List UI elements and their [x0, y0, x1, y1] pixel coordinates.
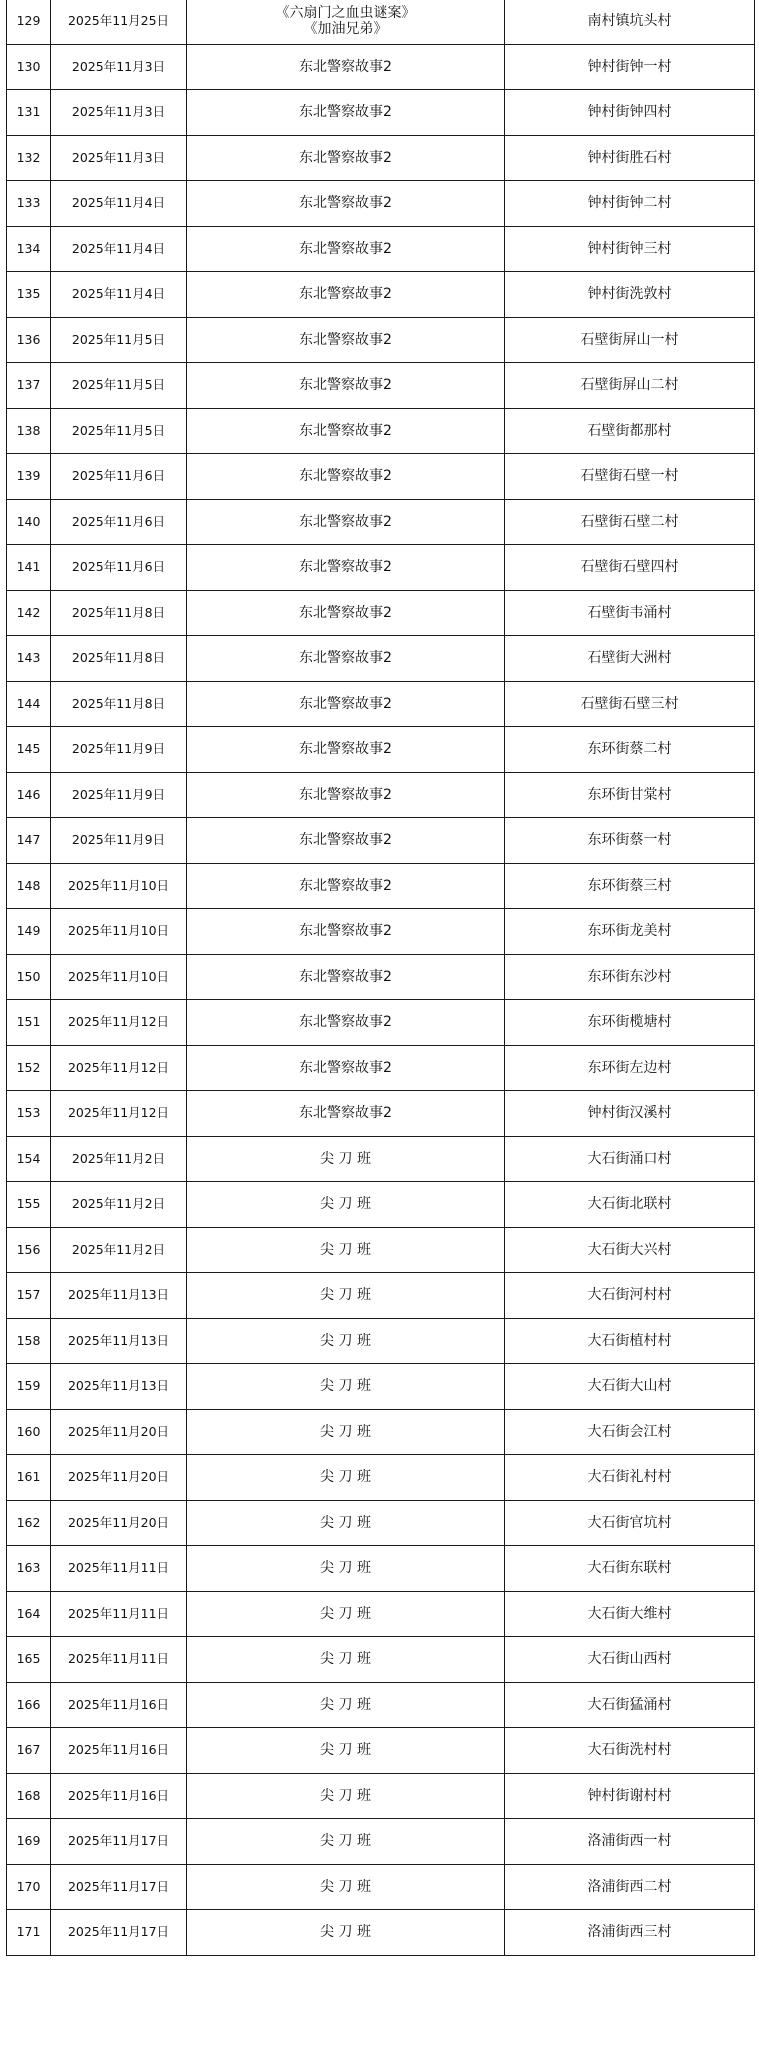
location-cell: 东环街蔡三村: [505, 863, 755, 909]
program-title: 尖 刀 班: [320, 1696, 371, 1713]
location-cell: 东环街榄塘村: [505, 1000, 755, 1046]
location-cell: 大石街官坑村: [505, 1500, 755, 1546]
table-row: [7, 727, 755, 773]
date-cell: 2025年11月6日: [51, 545, 187, 591]
location-cell: 钟村街钟二村: [505, 181, 755, 227]
table-row: [7, 317, 755, 363]
location-cell: 钟村街钟四村: [505, 90, 755, 136]
program-title: 尖 刀 班: [320, 1787, 371, 1804]
program-title: 尖 刀 班: [320, 1833, 371, 1850]
location-cell: 石壁街屏山二村: [505, 363, 755, 409]
location-cell: 石壁街石壁四村: [505, 545, 755, 591]
date-cell: 2025年11月10日: [51, 909, 187, 955]
date-cell: 2025年11月4日: [51, 181, 187, 227]
table-row: [7, 1591, 755, 1637]
date-cell: 2025年11月3日: [51, 90, 187, 136]
program-cell: [187, 226, 505, 272]
program-title: 尖 刀 班: [320, 1878, 371, 1895]
date-cell: 2025年11月2日: [51, 1136, 187, 1182]
date-cell: 2025年11月5日: [51, 363, 187, 409]
row-number-cell: 139: [7, 454, 51, 500]
program-cell: [187, 681, 505, 727]
program-title: 东北警察故事2: [299, 1105, 392, 1122]
row-number-cell: 170: [7, 1864, 51, 1910]
location-cell: 大石街大兴村: [505, 1227, 755, 1273]
location-cell: 洛浦街西一村: [505, 1819, 755, 1865]
program-title: 尖 刀 班: [320, 1514, 371, 1531]
date-cell: 2025年11月11日: [51, 1546, 187, 1592]
table-row: [7, 181, 755, 227]
row-number-cell: 158: [7, 1318, 51, 1364]
table-row: [7, 1409, 755, 1455]
table-row: [7, 1182, 755, 1228]
date-cell: 2025年11月17日: [51, 1864, 187, 1910]
date-cell: 2025年11月8日: [51, 681, 187, 727]
row-number-cell: 161: [7, 1455, 51, 1501]
program-cell: [187, 181, 505, 227]
table-row: [7, 1728, 755, 1774]
location-cell: 洛浦街西二村: [505, 1864, 755, 1910]
program-cell: [187, 727, 505, 773]
table-row: [7, 1318, 755, 1364]
row-number-cell: 150: [7, 954, 51, 1000]
location-cell: 大石街东联村: [505, 1546, 755, 1592]
table-row: [7, 1273, 755, 1319]
program-cell: [187, 1273, 505, 1319]
table-row: [7, 1455, 755, 1501]
table-row: [7, 681, 755, 727]
date-cell: 2025年11月2日: [51, 1182, 187, 1228]
row-number-cell: 146: [7, 772, 51, 818]
date-cell: 2025年11月2日: [51, 1227, 187, 1273]
program-title: 尖 刀 班: [320, 1742, 371, 1759]
program-cell: [187, 1136, 505, 1182]
program-title: 《加油兄弟》: [303, 21, 388, 38]
program-title: 东北警察故事2: [299, 58, 392, 75]
program-title: 东北警察故事2: [299, 149, 392, 166]
program-title: 东北警察故事2: [299, 786, 392, 803]
program-cell: [187, 90, 505, 136]
program-title: 《六扇门之血虫谜案》: [275, 5, 416, 22]
program-cell: [187, 863, 505, 909]
table-row: [7, 909, 755, 955]
table-row: [7, 499, 755, 545]
table-row: [7, 1500, 755, 1546]
row-number-cell: 168: [7, 1773, 51, 1819]
location-cell: 大石街会江村: [505, 1409, 755, 1455]
date-cell: 2025年11月12日: [51, 1091, 187, 1137]
program-title: 东北警察故事2: [299, 877, 392, 894]
row-number-cell: 160: [7, 1409, 51, 1455]
row-number-cell: 138: [7, 408, 51, 454]
date-cell: 2025年11月10日: [51, 863, 187, 909]
date-cell: 2025年11月3日: [51, 44, 187, 90]
table-row: [7, 636, 755, 682]
program-title: 尖 刀 班: [320, 1469, 371, 1486]
program-cell: [187, 1864, 505, 1910]
date-cell: 2025年11月25日: [51, 0, 187, 44]
location-cell: 大石街猛涌村: [505, 1682, 755, 1728]
program-title: 尖 刀 班: [320, 1423, 371, 1440]
program-cell: [187, 1637, 505, 1683]
location-cell: 东环街蔡一村: [505, 818, 755, 864]
location-cell: 大石街北联村: [505, 1182, 755, 1228]
location-cell: 石壁街都那村: [505, 408, 755, 454]
program-cell: [187, 1364, 505, 1410]
row-number-cell: 171: [7, 1910, 51, 1956]
row-number-cell: 144: [7, 681, 51, 727]
date-cell: 2025年11月4日: [51, 226, 187, 272]
row-number-cell: 162: [7, 1500, 51, 1546]
program-title: 尖 刀 班: [320, 1651, 371, 1668]
program-cell: [187, 909, 505, 955]
table-row: [7, 1227, 755, 1273]
program-cell: [187, 408, 505, 454]
table-row: [7, 1773, 755, 1819]
program-title: 东北警察故事2: [299, 695, 392, 712]
row-number-cell: 159: [7, 1364, 51, 1410]
program-cell: [187, 454, 505, 500]
program-title: 东北警察故事2: [299, 559, 392, 576]
location-cell: 东环街左边村: [505, 1045, 755, 1091]
location-cell: 东环街东沙村: [505, 954, 755, 1000]
program-cell: [187, 272, 505, 318]
location-cell: 大石街山西村: [505, 1637, 755, 1683]
location-cell: 东环街蔡二村: [505, 727, 755, 773]
row-number-cell: 142: [7, 590, 51, 636]
row-number-cell: 167: [7, 1728, 51, 1774]
location-cell: 洛浦街西三村: [505, 1910, 755, 1956]
table-row: [7, 1546, 755, 1592]
row-number-cell: 130: [7, 44, 51, 90]
date-cell: 2025年11月5日: [51, 408, 187, 454]
table-row: [7, 1091, 755, 1137]
table-row: [7, 90, 755, 136]
location-cell: 大石街涌口村: [505, 1136, 755, 1182]
program-cell: [187, 1728, 505, 1774]
program-title: 东北警察故事2: [299, 513, 392, 530]
location-cell: 石壁街石壁一村: [505, 454, 755, 500]
row-number-cell: 156: [7, 1227, 51, 1273]
row-number-cell: 129: [7, 0, 51, 44]
date-cell: 2025年11月11日: [51, 1637, 187, 1683]
table-row: [7, 0, 755, 44]
row-number-cell: 132: [7, 135, 51, 181]
date-cell: 2025年11月4日: [51, 272, 187, 318]
program-cell: [187, 818, 505, 864]
program-title: 东北警察故事2: [299, 468, 392, 485]
date-cell: 2025年11月13日: [51, 1273, 187, 1319]
table-row: [7, 1045, 755, 1091]
program-title: 尖 刀 班: [320, 1241, 371, 1258]
location-cell: 大石街河村村: [505, 1273, 755, 1319]
table-row: [7, 590, 755, 636]
row-number-cell: 148: [7, 863, 51, 909]
program-cell: [187, 1000, 505, 1046]
table-row: [7, 954, 755, 1000]
table-row: [7, 1682, 755, 1728]
program-cell: [187, 363, 505, 409]
location-cell: 大石街植村村: [505, 1318, 755, 1364]
date-cell: 2025年11月8日: [51, 636, 187, 682]
program-title: 东北警察故事2: [299, 331, 392, 348]
row-number-cell: 141: [7, 545, 51, 591]
program-cell: [187, 636, 505, 682]
program-title: 尖 刀 班: [320, 1196, 371, 1213]
date-cell: 2025年11月16日: [51, 1773, 187, 1819]
location-cell: 大石街大维村: [505, 1591, 755, 1637]
location-cell: 石壁街石壁三村: [505, 681, 755, 727]
program-cell: [187, 1227, 505, 1273]
row-number-cell: 137: [7, 363, 51, 409]
date-cell: 2025年11月12日: [51, 1045, 187, 1091]
date-cell: 2025年11月10日: [51, 954, 187, 1000]
location-cell: 石壁街大洲村: [505, 636, 755, 682]
location-cell: 石壁街韦涌村: [505, 590, 755, 636]
program-cell: [187, 317, 505, 363]
location-cell: 钟村街洗敦村: [505, 272, 755, 318]
program-cell: [187, 1910, 505, 1956]
program-title: 尖 刀 班: [320, 1605, 371, 1622]
program-title: 东北警察故事2: [299, 104, 392, 121]
row-number-cell: 147: [7, 818, 51, 864]
row-number-cell: 153: [7, 1091, 51, 1137]
row-number-cell: 145: [7, 727, 51, 773]
date-cell: 2025年11月5日: [51, 317, 187, 363]
date-cell: 2025年11月9日: [51, 772, 187, 818]
row-number-cell: 164: [7, 1591, 51, 1637]
date-cell: 2025年11月11日: [51, 1591, 187, 1637]
date-cell: 2025年11月6日: [51, 454, 187, 500]
program-title: 东北警察故事2: [299, 1059, 392, 1076]
table-row: [7, 545, 755, 591]
program-cell: [187, 1045, 505, 1091]
location-cell: 石壁街屏山一村: [505, 317, 755, 363]
program-cell: [187, 1682, 505, 1728]
program-title: 东北警察故事2: [299, 923, 392, 940]
row-number-cell: 166: [7, 1682, 51, 1728]
program-cell: [187, 772, 505, 818]
location-cell: 钟村街胜石村: [505, 135, 755, 181]
date-cell: 2025年11月12日: [51, 1000, 187, 1046]
table-row: [7, 1637, 755, 1683]
row-number-cell: 136: [7, 317, 51, 363]
program-title: 东北警察故事2: [299, 377, 392, 394]
program-cell: [187, 1182, 505, 1228]
program-cell: [187, 1409, 505, 1455]
program-title: 尖 刀 班: [320, 1287, 371, 1304]
table-row: [7, 135, 755, 181]
table-row: [7, 454, 755, 500]
date-cell: 2025年11月17日: [51, 1910, 187, 1956]
table-row: [7, 772, 755, 818]
location-cell: 钟村街钟三村: [505, 226, 755, 272]
program-cell: [187, 135, 505, 181]
location-cell: 东环街龙美村: [505, 909, 755, 955]
location-cell: 大石街大山村: [505, 1364, 755, 1410]
table-row: [7, 1864, 755, 1910]
date-cell: 2025年11月8日: [51, 590, 187, 636]
program-title: 尖 刀 班: [320, 1924, 371, 1941]
date-cell: 2025年11月17日: [51, 1819, 187, 1865]
program-cell: [187, 1500, 505, 1546]
table-row: [7, 1364, 755, 1410]
program-title: 东北警察故事2: [299, 195, 392, 212]
date-cell: 2025年11月9日: [51, 818, 187, 864]
date-cell: 2025年11月20日: [51, 1409, 187, 1455]
table-row: [7, 818, 755, 864]
row-number-cell: 157: [7, 1273, 51, 1319]
table-body: [7, 0, 755, 1955]
program-cell: [187, 0, 505, 44]
location-cell: 石壁街石壁二村: [505, 499, 755, 545]
program-cell: [187, 1819, 505, 1865]
date-cell: 2025年11月3日: [51, 135, 187, 181]
program-cell: [187, 954, 505, 1000]
row-number-cell: 131: [7, 90, 51, 136]
date-cell: 2025年11月20日: [51, 1455, 187, 1501]
table-row: [7, 1819, 755, 1865]
table-row: [7, 363, 755, 409]
program-cell: [187, 1455, 505, 1501]
location-cell: 大石街礼村村: [505, 1455, 755, 1501]
row-number-cell: 149: [7, 909, 51, 955]
program-title: 东北警察故事2: [299, 286, 392, 303]
program-cell: [187, 1591, 505, 1637]
location-cell: 大石街洗村村: [505, 1728, 755, 1774]
program-title: 东北警察故事2: [299, 650, 392, 667]
table-row: [7, 408, 755, 454]
program-cell: [187, 1773, 505, 1819]
row-number-cell: 134: [7, 226, 51, 272]
program-title: 东北警察故事2: [299, 240, 392, 257]
program-cell: [187, 1091, 505, 1137]
date-cell: 2025年11月13日: [51, 1364, 187, 1410]
program-title: 尖 刀 班: [320, 1378, 371, 1395]
table-row: [7, 1000, 755, 1046]
program-title: 东北警察故事2: [299, 741, 392, 758]
screening-schedule-table: [6, 0, 755, 1956]
program-title: 尖 刀 班: [320, 1560, 371, 1577]
row-number-cell: 155: [7, 1182, 51, 1228]
program-cell: [187, 545, 505, 591]
date-cell: 2025年11月13日: [51, 1318, 187, 1364]
row-number-cell: 154: [7, 1136, 51, 1182]
program-cell: [187, 499, 505, 545]
program-title: 东北警察故事2: [299, 968, 392, 985]
program-title: 东北警察故事2: [299, 832, 392, 849]
program-cell: [187, 590, 505, 636]
program-title: 东北警察故事2: [299, 422, 392, 439]
program-cell: [187, 1546, 505, 1592]
date-cell: 2025年11月16日: [51, 1728, 187, 1774]
program-title: 尖 刀 班: [320, 1150, 371, 1167]
location-cell: 钟村街钟一村: [505, 44, 755, 90]
table-row: [7, 1910, 755, 1956]
program-title: 东北警察故事2: [299, 604, 392, 621]
row-number-cell: 165: [7, 1637, 51, 1683]
table-row: [7, 863, 755, 909]
row-number-cell: 151: [7, 1000, 51, 1046]
row-number-cell: 143: [7, 636, 51, 682]
program-title: 尖 刀 班: [320, 1332, 371, 1349]
row-number-cell: 135: [7, 272, 51, 318]
row-number-cell: 169: [7, 1819, 51, 1865]
table-row: [7, 44, 755, 90]
date-cell: 2025年11月6日: [51, 499, 187, 545]
location-cell: 钟村街谢村村: [505, 1773, 755, 1819]
row-number-cell: 133: [7, 181, 51, 227]
program-cell: [187, 44, 505, 90]
table-row: [7, 226, 755, 272]
location-cell: 钟村街汉溪村: [505, 1091, 755, 1137]
date-cell: 2025年11月16日: [51, 1682, 187, 1728]
location-cell: 东环街甘棠村: [505, 772, 755, 818]
row-number-cell: 152: [7, 1045, 51, 1091]
date-cell: 2025年11月9日: [51, 727, 187, 773]
date-cell: 2025年11月20日: [51, 1500, 187, 1546]
row-number-cell: 140: [7, 499, 51, 545]
program-cell: [187, 1318, 505, 1364]
location-cell: 南村镇坑头村: [505, 0, 755, 44]
row-number-cell: 163: [7, 1546, 51, 1592]
table-row: [7, 1136, 755, 1182]
table-row: [7, 272, 755, 318]
program-title: 东北警察故事2: [299, 1014, 392, 1031]
